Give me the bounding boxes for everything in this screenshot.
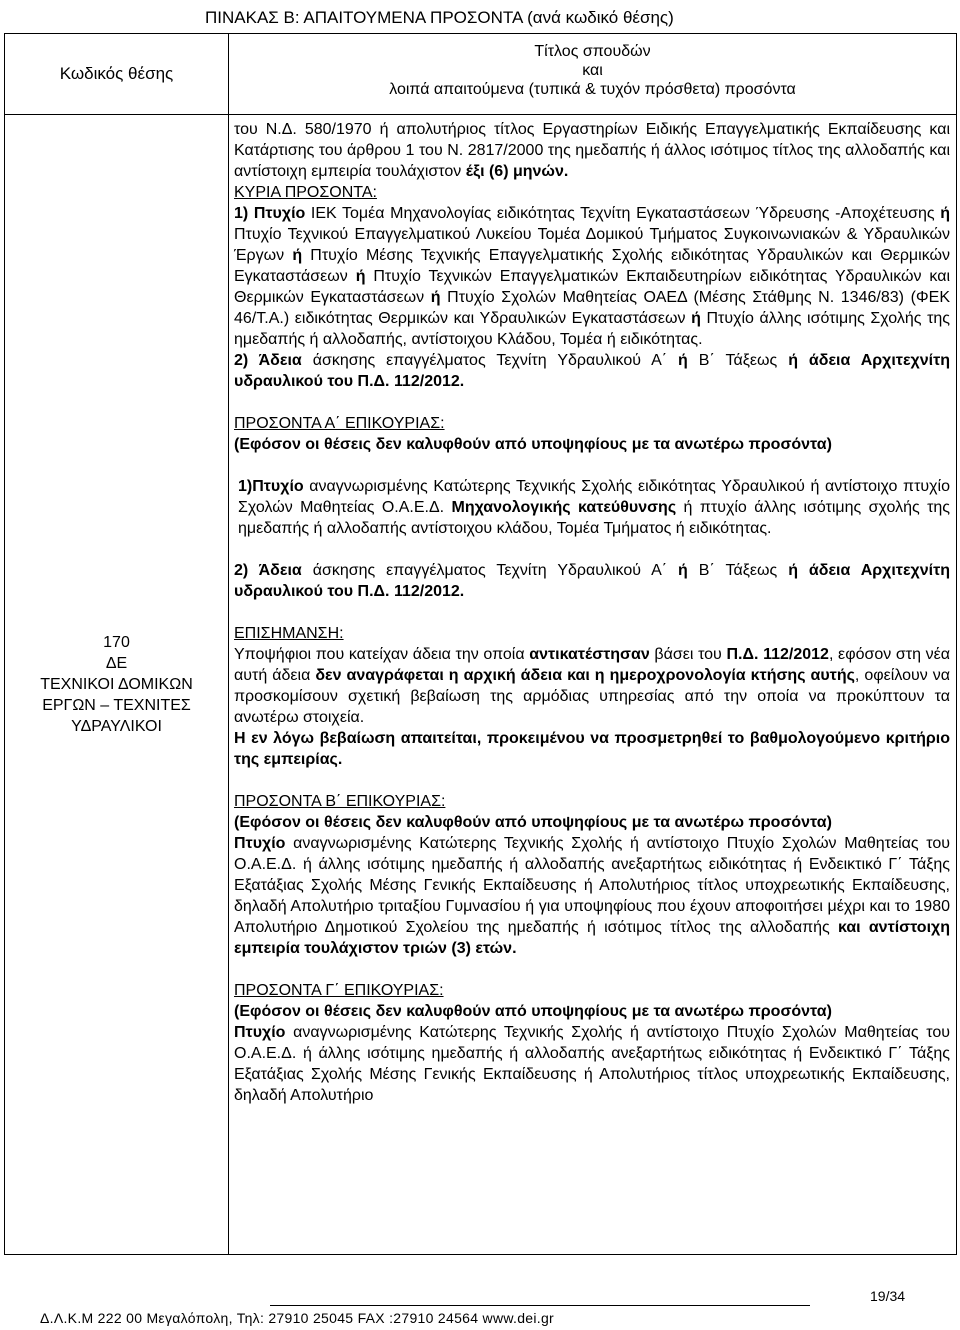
bold-text: ή — [691, 310, 701, 327]
text: αναγνωρισμένης Κατώτερης Τεχνικής Σχολής ή αντίστοιχο Πτυχίο Σχολών Μαθητείας του Ο.Α.Ε.Δ. ή άλλης ισότιμης ημεδαπής ή αλλοδαπής ανεξαρτήτως ειδικότητας ή Ενδεικτικό Γ΄ Τάξης Εξατάξιας Σχολής Μέσης Γενικής Εκπαίδευσης ή Απολυτήριος τίτλος υποχρεωτικής Εκπαίδευσης, δηλαδή Απολυτήριο — [234, 1024, 950, 1104]
bold-text: ή — [355, 268, 366, 285]
aux-a-item-2 — [234, 560, 950, 602]
aux-b-paragraph — [234, 833, 950, 959]
notice-requirement — [234, 728, 950, 770]
intro-text: του Ν.Δ. 580/1970 ή απολυτήριος τίτλος Εργαστηρίων Ειδικής Επαγγελματικής Εκπαίδευσης και Κατάρτισης του άρθρου 1 του Ν. 2817/2000 της ημεδαπής ή άλλος ισότιμος τίτλος της αλλοδαπής και αντίστοιχη εμπειρία τουλάχιστον — [234, 121, 950, 180]
bold-text: Πτυχίο — [253, 205, 306, 222]
text: αναγνωρισμένης Κατώτερης Τεχνικής Σχολής ή αντίστοιχο Πτυχίο Σχολών Μαθητείας του Ο.Α.Ε.Δ. ή άλλης ισότιμης ημεδαπής ή αλλοδαπής ανεξαρτήτως ειδικότητας ή Ενδεικτικό Γ΄ Τάξης Εξατάξιας Σχολής Μέσης Γενικής Εκπαίδευσης ή Απολυτήριος τίτλος υποχρεωτικής Εκπαίδευσης, δηλαδή Απολυτήριο τριταξίου Γυμνασίου ή για υποψηφίους που έχουν αποφοιτήσει μέχρι και το 1980 Απολυτήριο Δημοτικού Σχολείου της ημεδαπής ή ισότιμος τίτλος της αλλοδαπής — [234, 835, 950, 936]
header-qualifications — [229, 34, 957, 115]
bold-text: δεν αναγράφεται η αρχική άδεια και η ημερoχρονολογία κτήσης αυτής — [315, 667, 855, 684]
footer-divider — [270, 1305, 810, 1306]
bold-text: ή — [940, 205, 951, 222]
aux-c-paragraph — [234, 1022, 950, 1106]
bold-text: Πτυχίο — [234, 835, 286, 852]
position-name: ΤΕΧΝΙΚΟΙ ΔΟΜΙΚΩΝ — [40, 676, 193, 693]
bold-text: ή άδεια Αρχιτεχνίτη υδραυλικού του Π.Δ. 112/2012. — [234, 562, 951, 600]
aux-a-item-1 — [234, 476, 950, 539]
condition-text: (Εφόσον οι θέσεις δεν καλυφθούν από υποψηφίους με τα ανωτέρω προσόντα) — [234, 1003, 832, 1020]
bold-text: Άδεια — [258, 352, 302, 369]
position-code: 170 — [103, 634, 130, 651]
text: Πτυχίο άλλης ισότιμης Σχολής της ημεδαπής ή αλλοδαπής, αντίστοιχου Κλάδου, Τομέα ή ειδικότητας. — [234, 310, 951, 348]
main-qual-item-1 — [234, 203, 950, 350]
aux-b-heading: ΠΡΟΣΟΝΤΑ Β΄ ΕΠΙΚΟΥΡΙΑΣ: — [234, 793, 446, 810]
header-line: και — [582, 62, 603, 79]
bold-text: 1)Πτυχίο — [238, 478, 304, 495]
bold-text: ή άδεια Αρχιτεχνίτη υδραυλικού του Π.Δ. 112/2012. — [234, 352, 951, 390]
text: Πτυχίο Μέσης Τεχνικής Επαγγελματικής Σχολής ειδικότητας Υδραυλικών και Θερμικών Εγκαταστάσεων — [234, 247, 950, 285]
position-category: ΔΕ — [105, 655, 128, 672]
aux-c-heading: ΠΡΟΣΟΝΤΑ Γ΄ ΕΠΙΚΟΥΡΙΑΣ: — [234, 982, 444, 999]
table-header-row — [5, 34, 957, 115]
position-name: ΥΔΡΑΥΛΙΚΟΙ — [71, 718, 162, 735]
bold-text: Η εν λόγω βεβαίωση απαιτείται, προκειμένου να προσμετρηθεί το βαθμολογούμενο κριτήριο της εμπειρίας. — [234, 730, 950, 768]
text: αναγνωρισμένης Κατώτερης Τεχνικής Σχολής ειδικότητας Υδραυλικού ή αντίστοιχο πτυχίο Σχολών Μαθητείας Ο.Α.Ε.Δ. — [238, 478, 950, 516]
item-number: 1) — [234, 205, 254, 222]
bold-text: Πτυχίο — [234, 1024, 286, 1041]
main-qual-item-2 — [234, 350, 950, 392]
intro-paragraph — [234, 119, 950, 182]
text: άσκησης επαγγέλματος Τεχνίτη Υδραυλικού Α΄ — [301, 562, 679, 579]
position-code-cell — [5, 115, 229, 1255]
aux-c-condition — [234, 1001, 950, 1022]
header-line: λοιπά απαιτούμενα (τυπικά & τυχόν πρόσθετα) προσόντα — [389, 81, 796, 98]
header-position-code: Κωδικός θέσης — [5, 34, 229, 115]
bold-text: Π.Δ. 112/2012 — [726, 646, 829, 663]
text: βάσει του — [649, 646, 727, 663]
header-line: Τίτλος σπουδών — [534, 43, 651, 60]
text: , οφείλουν να προσκομίσουν σχετική βεβαίωση της αρμόδιας υπηρεσίας από την οποία να προκύπτουν τα ανωτέρω στοιχεία. — [234, 667, 951, 726]
bold-text: ή — [678, 352, 688, 369]
text: Υποψήφιοι που κατείχαν άδεια την οποία — [234, 646, 530, 663]
position-name: ΕΡΓΩΝ – ΤΕΧΝΙΤΕΣ — [42, 697, 191, 714]
text: ή πτυχίο άλλης ισότιμης σχολής της ημεδαπής ή αλλοδαπής αντίστοιχου κλάδου, Τομέα Τμήματος ή ειδικότητας. — [238, 499, 951, 537]
page-number: 19/34 — [870, 1288, 906, 1304]
table-row — [5, 115, 957, 1255]
notice-heading: ΕΠΙΣΗΜΑΝΣΗ: — [234, 625, 344, 642]
text: Β΄ Τάξεως — [687, 352, 789, 369]
bold-text: αντικατέστησαν — [529, 646, 650, 663]
page-title: ΠΙΝΑΚΑΣ Β: ΑΠΑΙΤΟΥΜΕΝΑ ΠΡΟΣΟΝΤΑ (ανά κωδικό θέσης) — [205, 8, 674, 27]
bold-text: 2) Άδεια — [234, 562, 302, 579]
intro-bold: έξι (6) μηνών. — [465, 163, 569, 180]
text: Β΄ Τάξεως — [687, 562, 789, 579]
aux-b-condition — [234, 812, 950, 833]
item-number: 2) — [234, 352, 259, 369]
text: Πτυχίο Σχολών Μαθητείας ΟΑΕΔ (Μέσης Στάθμης Ν. 1346/83) (ΦΕΚ 46/Τ.Α.) ειδικότητας Θερμικών και Υδραυλικών Εγκαταστάσεων — [234, 289, 951, 327]
aux-a-heading: ΠΡΟΣΟΝΤΑ Α΄ ΕΠΙΚΟΥΡΙΑΣ: — [234, 415, 445, 432]
bold-text: και αντίστοιχη εμπειρία τουλάχιστον τριών (3) ετών. — [234, 919, 951, 957]
text: , εφόσον στη νέα αυτή άδεια — [234, 646, 951, 684]
text: Πτυχίο Τεχνικών Επαγγελματικών Εκπαιδευτηρίων ειδικότητας Υδραυλικών και Θερμικών Εγκαταστάσεων — [234, 268, 951, 306]
qualifications-cell — [229, 115, 957, 1255]
bold-text: ή — [292, 247, 303, 264]
qualifications-table — [4, 33, 957, 1255]
text: άσκησης επαγγέλματος Τεχνίτη Υδραυλικού Α΄ — [301, 352, 679, 369]
notice-paragraph — [234, 644, 950, 728]
footer-contact: Δ.Λ.Κ.Μ 222 00 Μεγαλόπολη, Τηλ: 27910 25045 FAX :27910 24564 www.dei.gr — [40, 1310, 555, 1326]
condition-text: (Εφόσον οι θέσεις δεν καλυφθούν από υποψηφίους με τα ανωτέρω προσόντα) — [234, 436, 832, 453]
bold-text: Μηχανολογικής κατεύθυνσης — [451, 499, 677, 516]
main-qualifications-heading: ΚΥΡΙΑ ΠΡΟΣΟΝΤΑ: — [234, 184, 377, 201]
aux-a-condition — [234, 434, 950, 455]
bold-text: ή — [430, 289, 441, 306]
condition-text: (Εφόσον οι θέσεις δεν καλυφθούν από υποψηφίους με τα ανωτέρω προσόντα) — [234, 814, 832, 831]
bold-text: ή — [678, 562, 688, 579]
text: ΙΕΚ Τομέα Μηχανολογίας ειδικότητας Τεχνίτη Εγκαταστάσεων Ύδρευσης -Αποχέτευσης — [305, 205, 941, 222]
text: Πτυχίο Τεχνικού Επαγγελματικού Λυκείου Τομέα Δομικού Τμήματος Συγκοινωνιακών & Υδραυλικών Έργων — [234, 226, 950, 264]
